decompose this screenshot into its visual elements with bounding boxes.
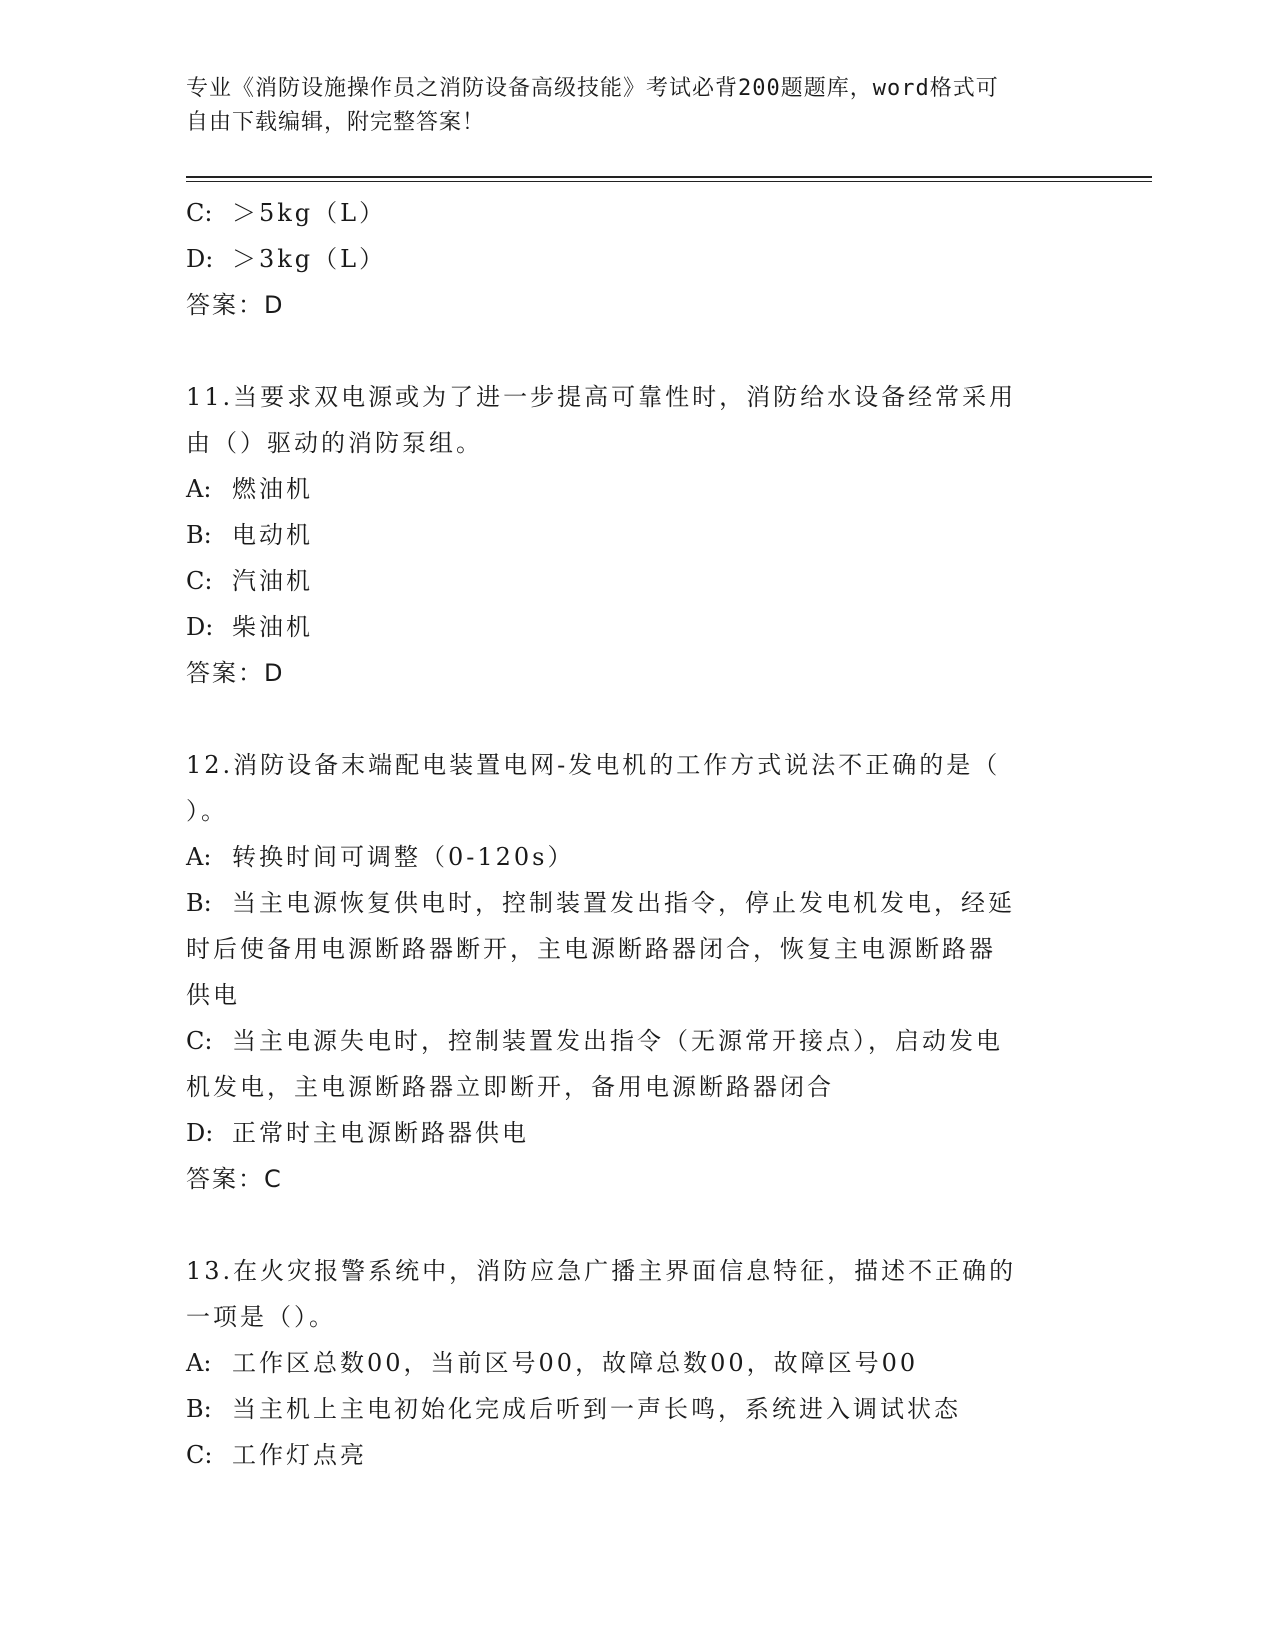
option-label: B: (186, 1395, 212, 1423)
header-title-line-1: 专业《消防设施操作员之消防设备高级技能》考试必背200题题库，word格式可 (186, 76, 999, 101)
header-divider-thick (186, 176, 1152, 178)
option-c (186, 1432, 1076, 1478)
option-d (186, 604, 1076, 650)
option-text: ＞5kg（L） (232, 199, 387, 227)
option-label: D: (186, 1119, 214, 1147)
option-b (186, 512, 1076, 558)
option-c (186, 558, 1076, 604)
answer-line: 答案：D (186, 291, 285, 319)
option-label: C: (186, 1027, 213, 1055)
option-b (186, 880, 1076, 926)
option-a (186, 466, 1076, 512)
answer-line: 答案：C (186, 1165, 283, 1193)
option-text: 当主机上主电初始化完成后听到一声长鸣，系统进入调试状态 (232, 1395, 961, 1423)
option-label: D: (186, 245, 214, 273)
header-title-line-2: 自由下载编辑，附完整答案！ (186, 110, 486, 135)
option-a (186, 1340, 1076, 1386)
question-stem-line: 13.在火灾报警系统中，消防应急广播主界面信息特征，描述不正确的 (186, 1257, 1017, 1285)
option-b-continuation: 供电 (186, 981, 240, 1009)
question-11 (186, 374, 1076, 696)
question-stem-line: 12.消防设备末端配电装置电网-发电机的工作方式说法不正确的是（ (186, 751, 1001, 779)
option-text: 工作区总数00，当前区号00，故障总数00，故障区号00 (232, 1349, 919, 1377)
spacer (186, 696, 1076, 742)
document-header (186, 72, 1076, 140)
question-13 (186, 1248, 1076, 1478)
option-label: B: (186, 889, 212, 917)
option-text: ＞3kg（L） (232, 245, 387, 273)
option-d (186, 236, 1076, 282)
question-stem-line: ）。 (186, 797, 228, 825)
question-12 (186, 742, 1076, 1202)
option-text: 工作灯点亮 (232, 1441, 367, 1469)
document-body (186, 190, 1076, 1478)
option-label: C: (186, 199, 213, 227)
option-text: 柴油机 (232, 613, 313, 641)
option-d (186, 1110, 1076, 1156)
option-b (186, 1386, 1076, 1432)
option-b-continuation: 时后使备用电源断路器断开，主电源断路器闭合，恢复主电源断路器 (186, 935, 996, 963)
answer-line: 答案：D (186, 659, 285, 687)
option-text: 汽油机 (232, 567, 313, 595)
option-label: B: (186, 521, 212, 549)
spacer (186, 328, 1076, 374)
question-stem-line: 由（）驱动的消防泵组。 (186, 429, 483, 457)
option-text: 燃油机 (232, 475, 313, 503)
question-10-tail (186, 190, 1076, 328)
option-c (186, 1018, 1076, 1064)
header-divider-thin (186, 181, 1152, 182)
option-text: 当主电源恢复供电时，控制装置发出指令，停止发电机发电，经延 (232, 889, 1015, 917)
option-text: 当主电源失电时，控制装置发出指令（无源常开接点），启动发电 (232, 1027, 1003, 1055)
option-label: C: (186, 1441, 213, 1469)
option-label: D: (186, 613, 214, 641)
option-text: 正常时主电源断路器供电 (232, 1119, 529, 1147)
spacer (186, 1202, 1076, 1248)
option-a (186, 834, 1076, 880)
option-c (186, 190, 1076, 236)
option-label: C: (186, 567, 213, 595)
option-text: 转换时间可调整（0-120s） (232, 843, 575, 871)
question-stem-line: 一项是（）。 (186, 1303, 336, 1331)
option-c-continuation: 机发电，主电源断路器立即断开，备用电源断路器闭合 (186, 1073, 834, 1101)
question-stem-line: 11.当要求双电源或为了进一步提高可靠性时，消防给水设备经常采用 (186, 383, 1017, 411)
option-text: 电动机 (232, 521, 313, 549)
option-label: A: (186, 843, 212, 871)
option-label: A: (186, 475, 212, 503)
option-label: A: (186, 1349, 212, 1377)
